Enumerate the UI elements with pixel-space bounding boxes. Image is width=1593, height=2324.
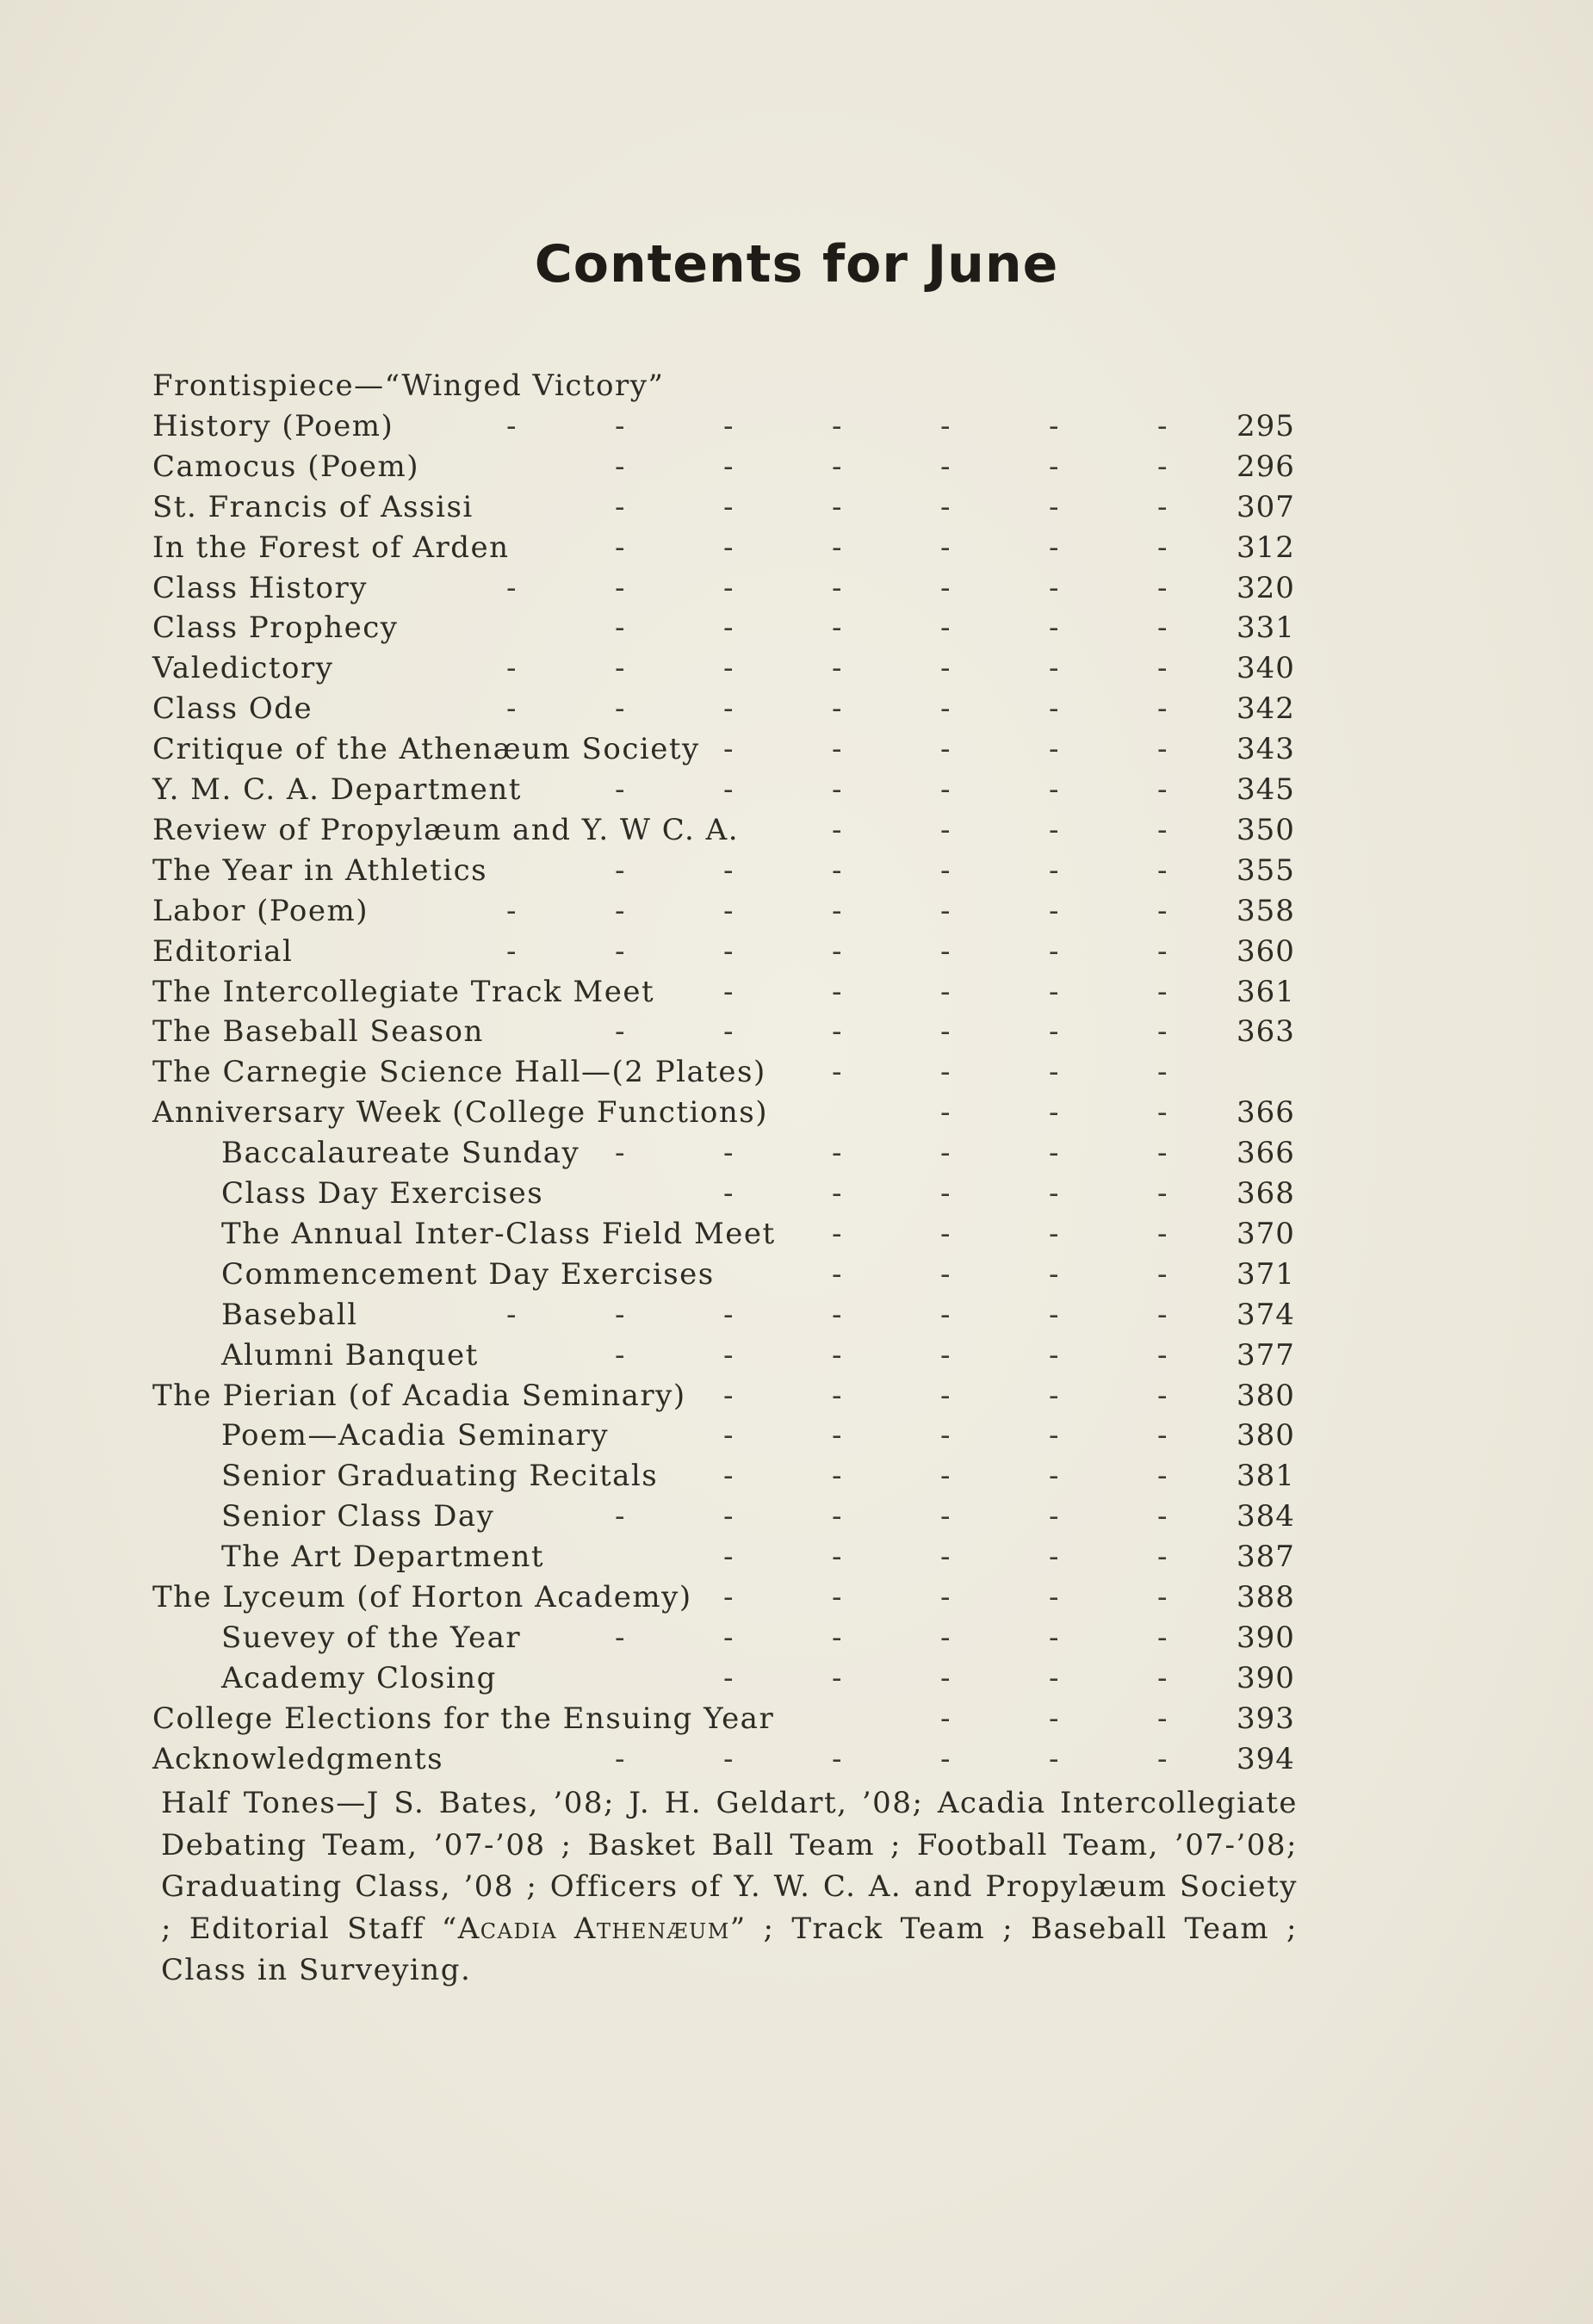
toc-entry — [0, 1699, 1593, 1739]
toc-entry-title: Class History — [152, 570, 368, 605]
dot-leader: - - - - - - — [615, 1136, 1168, 1171]
toc-entry — [0, 1255, 1593, 1295]
dot-leader: - - - - - — [723, 1580, 1168, 1614]
dot-leader: - - - - - - — [615, 449, 1168, 484]
toc-entry-page: 350 — [1237, 812, 1295, 847]
toc-entry — [0, 528, 1593, 568]
toc-entry-title: Senior Class Day — [221, 1499, 495, 1534]
toc-entry-page: 366 — [1237, 1095, 1295, 1131]
toc-entry-page: 295 — [1237, 408, 1295, 443]
toc-entry — [0, 568, 1593, 609]
toc-entry-page: 371 — [1237, 1256, 1295, 1292]
toc-entry-page: 363 — [1237, 1014, 1295, 1050]
dot-leader: - - - - - - — [615, 1499, 1168, 1534]
toc-entry-title: Editorial — [152, 933, 294, 969]
dot-leader: - - - - - — [723, 732, 1168, 767]
toc-entry-title: Acknowledgments — [152, 1741, 444, 1776]
toc-entry-page: 312 — [1237, 530, 1295, 565]
half-tones-note — [161, 1782, 1298, 1992]
toc-entry-title: Frontispiece—“Winged Victory” — [152, 369, 665, 403]
toc-entry-page: 366 — [1237, 1136, 1295, 1171]
dot-leader: - - - - - - — [615, 1014, 1168, 1050]
toc-entry-page: 384 — [1237, 1499, 1295, 1534]
toc-entry-title: College Elections for the Ensuing Year — [152, 1701, 775, 1736]
dot-leader: - - - - - — [723, 1176, 1168, 1211]
toc-entry — [0, 1497, 1593, 1537]
toc-entry-page: 390 — [1237, 1620, 1295, 1655]
toc-entry — [0, 1295, 1593, 1336]
toc-entry — [0, 1214, 1593, 1255]
toc-entry — [0, 648, 1593, 689]
toc-entry-page: 320 — [1237, 570, 1295, 605]
half-tones-text: Half Tones—J S. Bates, ’08; J. H. Geldart, ’08; Acadia Intercollegiate Debating Team, ’07-’08 ; Basket Ball Team ; Football Team, ’07-’08; Graduating Class, ’08 ; Officers of Y. W. C. A. and Propylæum Society ; Editorial Staff “ — [161, 1786, 1298, 1946]
toc-entry — [0, 366, 1593, 406]
toc-entry-title: Academy Closing — [221, 1660, 497, 1695]
toc-entry-page: 390 — [1237, 1660, 1295, 1695]
toc-entry-title: Labor (Poem) — [152, 893, 369, 928]
toc-entry-title: Suevey of the Year — [221, 1620, 522, 1655]
toc-entry-title: Baccalaureate Sunday — [221, 1136, 580, 1171]
toc-entry — [0, 851, 1593, 891]
dot-leader: - - - - - — [723, 1660, 1168, 1695]
toc-entry-title: Alumni Banquet — [221, 1337, 479, 1373]
toc-entry — [0, 487, 1593, 528]
toc-entry — [0, 770, 1593, 810]
toc-entry-title: Class Prophecy — [152, 610, 399, 646]
toc-entry-page: 360 — [1237, 933, 1295, 969]
toc-entry-page: 368 — [1237, 1176, 1295, 1211]
toc-entry-page: 355 — [1237, 852, 1295, 888]
dot-leader: - - - - - — [723, 1540, 1168, 1575]
dot-leader: - - - - — [832, 1055, 1168, 1090]
toc-entry-page: 331 — [1237, 610, 1295, 646]
toc-entry — [0, 972, 1593, 1013]
toc-entry — [0, 810, 1593, 851]
dot-leader: - - - - - - — [615, 852, 1168, 888]
toc-entry-page: 343 — [1237, 732, 1295, 767]
toc-entry-page: 296 — [1237, 449, 1295, 484]
toc-entry-title: In the Forest of Arden — [152, 530, 510, 565]
toc-entry-page: 380 — [1237, 1418, 1295, 1453]
toc-entry — [0, 1133, 1593, 1174]
toc-entry-page: 394 — [1237, 1741, 1295, 1776]
page-title: Contents for June — [534, 234, 1059, 294]
toc-entry — [0, 1416, 1593, 1456]
dot-leader: - - - - — [832, 1216, 1168, 1251]
toc-entry — [0, 608, 1593, 648]
toc-entry-page: 361 — [1237, 974, 1295, 1009]
toc-entry-page: 340 — [1237, 651, 1295, 686]
toc-entry-title: The Art Department — [221, 1540, 545, 1575]
dot-leader: - - - - - - - — [506, 1297, 1168, 1332]
toc-entry-title: The Baseball Season — [152, 1014, 484, 1050]
toc-entry-title: The Year in Athletics — [152, 852, 488, 888]
toc-entry-title: The Carnegie Science Hall—(2 Plates) — [152, 1055, 766, 1090]
dot-leader: - - - - - - — [615, 489, 1168, 524]
toc-entry — [0, 406, 1593, 447]
dot-leader: - - - - - - - — [506, 570, 1168, 605]
toc-entry — [0, 1336, 1593, 1376]
half-tones-text-end: ” ; Track Team ; Baseball Team ; Class in Surveying. — [161, 1911, 1299, 1987]
toc-entry-title: Senior Graduating Recitals — [221, 1459, 659, 1494]
dot-leader: - - - - - - — [615, 610, 1168, 646]
toc-entry-title: Anniversary Week (College Functions) — [152, 1095, 768, 1131]
toc-entry-page: 387 — [1237, 1540, 1295, 1575]
toc-entry-title: Commencement Day Exercises — [221, 1256, 715, 1292]
toc-entry-title: Class Ode — [152, 691, 313, 727]
dot-leader: - - - - - - - — [506, 408, 1168, 443]
toc-entry — [0, 1618, 1593, 1658]
dot-leader: - - - - - — [723, 974, 1168, 1009]
toc-entry-title: Baseball — [221, 1297, 358, 1332]
dot-leader: - - - - - - - — [506, 893, 1168, 928]
toc-entry-page: 388 — [1237, 1580, 1295, 1614]
dot-leader: - - - - - - — [615, 1620, 1168, 1655]
toc-entry-page: 307 — [1237, 489, 1295, 524]
toc-entry-page: 393 — [1237, 1701, 1295, 1736]
dot-leader: - - - — [940, 1701, 1168, 1736]
toc-entry-title: The Pierian (of Acadia Seminary) — [152, 1378, 686, 1413]
toc-entry-title: Y. M. C. A. Department — [152, 772, 522, 807]
toc-entry-title: Critique of the Athenæum Society — [152, 732, 700, 767]
toc-entry-title: Review of Propylæum and Y. W C. A. — [152, 812, 739, 847]
dot-leader: - - - - - - - — [506, 651, 1168, 686]
toc-entry — [0, 1093, 1593, 1133]
toc-entry — [0, 1376, 1593, 1416]
toc-entry-title: Valedictory — [152, 651, 334, 686]
half-tones-journal-name: Acadia Athenæum — [457, 1911, 730, 1946]
toc-entry — [0, 729, 1593, 770]
toc-entry-page: 370 — [1237, 1216, 1295, 1251]
toc-entry-title: Poem—Acadia Seminary — [221, 1418, 610, 1453]
toc-entry — [0, 891, 1593, 932]
dot-leader: - - - - - - - — [506, 933, 1168, 969]
dot-leader: - - - - - — [723, 1459, 1168, 1494]
dot-leader: - - - — [940, 1095, 1168, 1131]
dot-leader: - - - - - - — [615, 530, 1168, 565]
toc-entry-page: 380 — [1237, 1378, 1295, 1413]
dot-leader: - - - - - - - — [506, 691, 1168, 727]
toc-entry-title: The Annual Inter-Class Field Meet — [221, 1216, 776, 1251]
dot-leader: - - - - - - — [615, 772, 1168, 807]
toc-entry — [0, 1658, 1593, 1699]
toc-entry — [0, 1456, 1593, 1497]
toc-entry-title: Class Day Exercises — [221, 1176, 544, 1211]
toc-entry — [0, 1739, 1593, 1780]
dot-leader: - - - - - — [723, 1418, 1168, 1453]
dot-leader: - - - - — [832, 812, 1168, 847]
toc-entry-page: 342 — [1237, 691, 1295, 727]
toc-entry — [0, 932, 1593, 972]
toc-entry-title: History (Poem) — [152, 408, 394, 443]
toc-entry-page: 374 — [1237, 1297, 1295, 1332]
toc-entry — [0, 1537, 1593, 1577]
toc-entry — [0, 689, 1593, 729]
dot-leader: - - - - — [832, 1256, 1168, 1292]
toc-entry-title: St. Francis of Assisi — [152, 489, 474, 524]
dot-leader: - - - - - - — [615, 1741, 1168, 1776]
dot-leader: - - - - - - — [615, 1337, 1168, 1373]
toc-entry-title: The Lyceum (of Horton Academy) — [152, 1580, 692, 1614]
dot-leader: - - - - - — [723, 1378, 1168, 1413]
toc-entry — [0, 1174, 1593, 1214]
toc-entry-page: 345 — [1237, 772, 1295, 807]
toc-entry-page: 358 — [1237, 893, 1295, 928]
toc-entry — [0, 1052, 1593, 1093]
toc-entry — [0, 1012, 1593, 1052]
toc-entry-title: The Intercollegiate Track Meet — [152, 974, 655, 1009]
toc-entry-page: 381 — [1237, 1459, 1295, 1494]
toc-entry — [0, 1577, 1593, 1618]
toc-entry — [0, 447, 1593, 487]
toc-entry-title: Camocus (Poem) — [152, 449, 420, 484]
toc-entry-page: 377 — [1237, 1337, 1295, 1373]
